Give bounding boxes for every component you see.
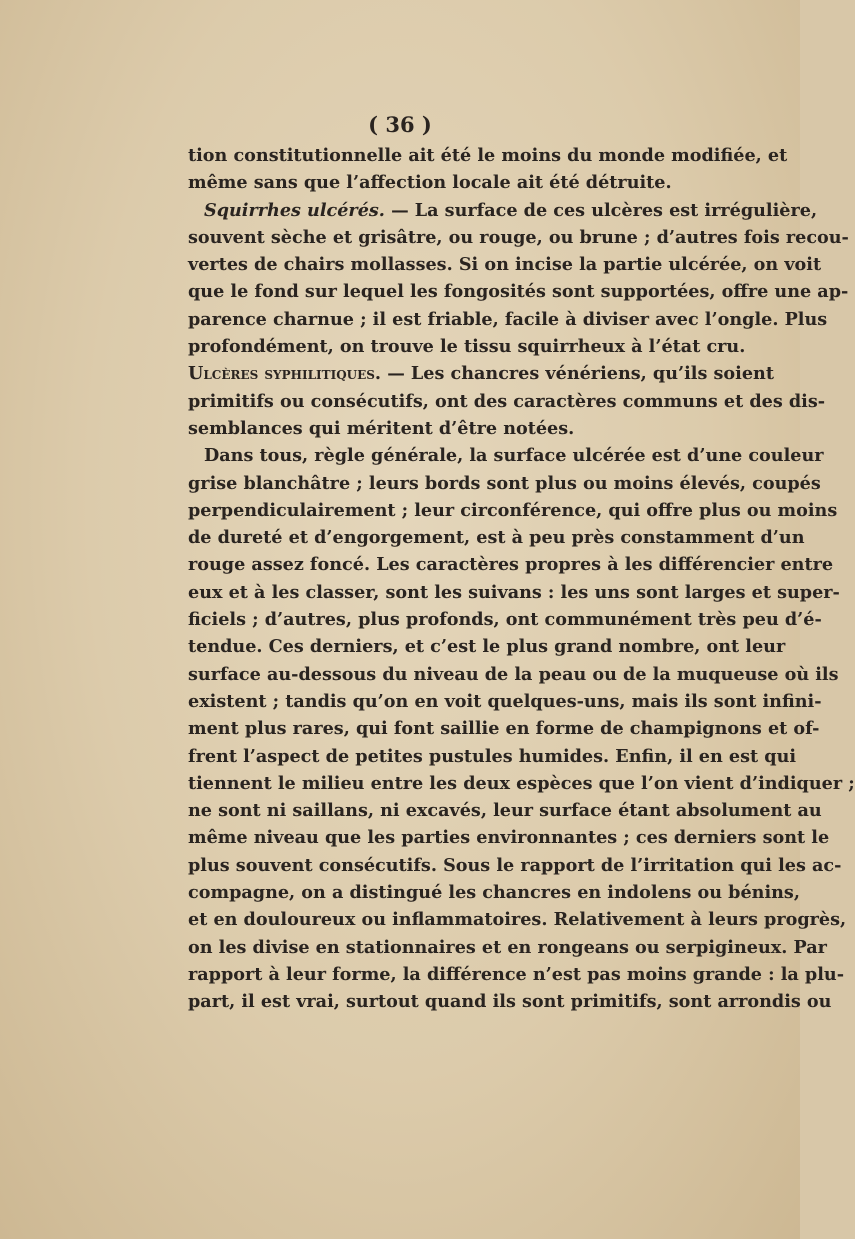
page-number: ( 36 ) xyxy=(368,112,432,137)
text-line: surface au-dessous du niveau de la peau ou de la muqueuse où ils xyxy=(188,663,839,685)
text-line: rapport à leur forme, la différence n’est pas moins grande : la plu- xyxy=(188,963,845,985)
text-line: semblances qui méritent d’être notées. xyxy=(188,417,575,439)
text-line: souvent sèche et grisâtre, ou rouge, ou brune ; d’autres fois recou- xyxy=(188,226,849,248)
text-line-content: — Les chancres vénériens, qu’ils soient xyxy=(387,363,774,385)
text-line: tion constitutionnelle ait été le moins du monde modifiée, et xyxy=(188,145,788,166)
text-line: ment plus rares, qui font saillie en forme de champignons et of- xyxy=(188,718,820,740)
text-line: on les divise en stationnaires et en rongeans ou serpigineux. Par xyxy=(188,936,827,958)
text-line: profondément, on trouve le tissu squirrheux à l’état cru. xyxy=(188,336,746,358)
text-line: plus souvent consécutifs. Sous le rapport de l’irritation qui les ac- xyxy=(188,854,842,876)
text-line: ne sont ni saillans, ni excavés, leur surface étant absolument au xyxy=(188,800,822,822)
text-line: tendue. Ces derniers, et c’est le plus grand nombre, ont leur xyxy=(188,636,786,658)
text-line: Dans tous, règle générale, la surface ulcérée est d’une couleur xyxy=(204,445,824,467)
text-line: et en douloureux ou inflammatoires. Relativement à leurs progrès, xyxy=(188,909,847,931)
text-line: vertes de chairs mollasses. Si on incise la partie ulcérée, on voit xyxy=(188,254,822,276)
text-line: eux et à les classer, sont les suivans : les uns sont larges et super- xyxy=(188,581,840,603)
section-heading-ulceres: Ulcères syphilitiques. xyxy=(188,363,382,385)
text-line: grise blanchâtre ; leurs bords sont plus ou moins élevés, coupés xyxy=(188,472,821,494)
text-line xyxy=(188,360,774,387)
text-line: primitifs ou consécutifs, ont des caractères communs et des dis- xyxy=(188,390,826,412)
text-line: tiennent le milieu entre les deux espèces que l’on vient d’indiquer ; xyxy=(188,772,855,794)
text-line: que le fond sur lequel les fongosités sont supportées, offre une ap- xyxy=(188,281,849,303)
text-line: parence charnue ; il est friable, facile à diviser avec l’ongle. Plus xyxy=(188,308,828,330)
text-line: frent l’aspect de petites pustules humides. Enfin, il en est qui xyxy=(188,745,797,767)
text-line xyxy=(188,197,818,224)
body-text xyxy=(188,142,855,1016)
text-line: de dureté et d’engorgement, est à peu près constamment d’un xyxy=(188,527,805,549)
text-line: part, il est vrai, surtout quand ils sont primitifs, sont arrondis ou xyxy=(188,991,832,1013)
text-line: rouge assez foncé. Les caractères propres à les différencier entre xyxy=(188,554,834,576)
text-line: même sans que l’affection locale ait été détruite. xyxy=(188,172,672,194)
text-line: même niveau que les parties environnantes ; ces derniers sont le xyxy=(188,827,830,849)
text-line: ficiels ; d’autres, plus profonds, ont communément très peu d’é- xyxy=(188,609,822,631)
text-line: perpendiculairement ; leur circonférence, qui offre plus ou moins xyxy=(188,499,838,521)
section-heading-squirrhes: Squirrhes ulcérés. xyxy=(204,199,385,221)
text-line-content: — La surface de ces ulcères est irrégulière, xyxy=(391,199,818,221)
text-line: existent ; tandis qu’on en voit quelques-uns, mais ils sont infini- xyxy=(188,690,822,712)
text-line: compagne, on a distingué les chancres en indolens ou bénins, xyxy=(188,882,800,904)
